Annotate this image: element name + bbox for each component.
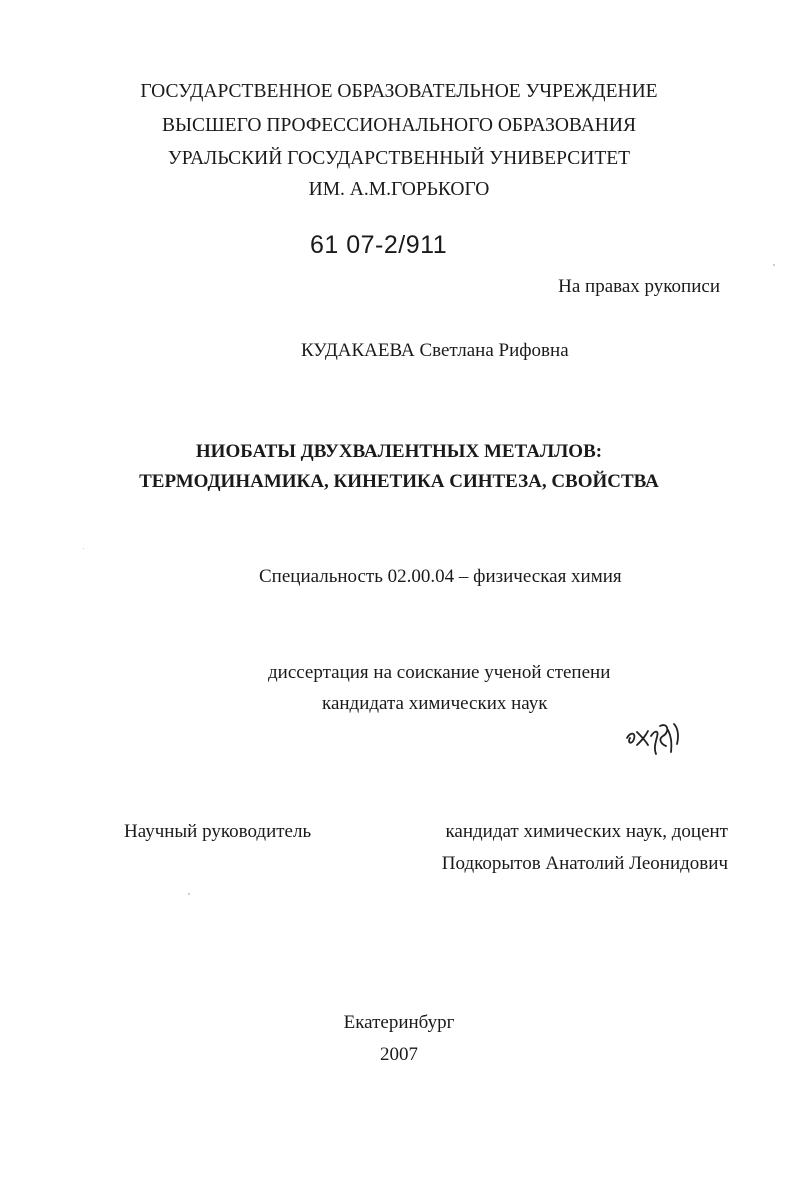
author-name: КУДАКАЕВА Светлана Рифовна bbox=[301, 340, 569, 361]
city: Екатеринбург bbox=[343, 1012, 455, 1033]
scan-speck bbox=[773, 264, 775, 266]
specialty: Специальность 02.00.04 – физическая химия bbox=[259, 566, 622, 587]
supervisor-name: Подкорытов Анатолий Леонидович bbox=[441, 853, 728, 874]
degree-line-1: диссертация на соискание ученой степени bbox=[268, 662, 611, 683]
thesis-title-line-2: ТЕРМОДИНАМИКА, КИНЕТИКА СИНТЕЗА, СВОЙСТВА bbox=[139, 471, 659, 492]
institution-line-4: ИМ. А.М.ГОРЬКОГО bbox=[308, 179, 490, 200]
degree-line-2: кандидата химических наук bbox=[322, 693, 548, 714]
manuscript-note: На правах рукописи bbox=[558, 276, 720, 297]
handwritten-signature bbox=[624, 712, 686, 758]
library-shelfmark: 61 07-2/911 bbox=[310, 231, 448, 259]
scan-speck bbox=[83, 548, 84, 549]
institution-line-1: ГОСУДАРСТВЕННОЕ ОБРАЗОВАТЕЛЬНОЕ УЧРЕЖДЕНИЕ bbox=[140, 81, 658, 102]
institution-line-3: УРАЛЬСКИЙ ГОСУДАРСТВЕННЫЙ УНИВЕРСИТЕТ bbox=[167, 148, 631, 169]
supervisor-rank: кандидат химических наук, доцент bbox=[445, 821, 728, 842]
thesis-title-line-1: НИОБАТЫ ДВУХВАЛЕНТНЫХ МЕТАЛЛОВ: bbox=[195, 441, 603, 462]
scan-speck bbox=[188, 893, 190, 895]
supervisor-label: Научный руководитель bbox=[124, 821, 312, 842]
year: 2007 bbox=[380, 1044, 418, 1065]
institution-line-2: ВЫСШЕГО ПРОФЕССИОНАЛЬНОГО ОБРАЗОВАНИЯ bbox=[162, 115, 636, 136]
